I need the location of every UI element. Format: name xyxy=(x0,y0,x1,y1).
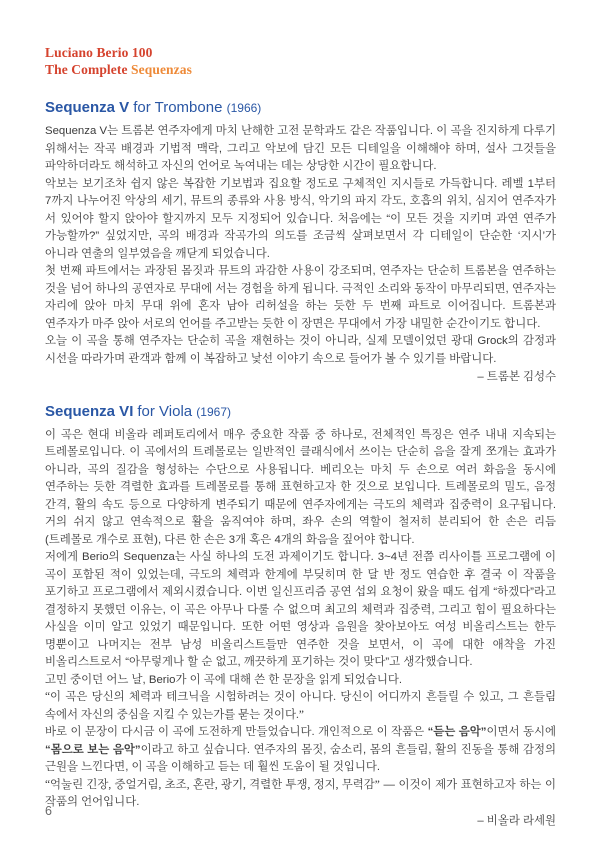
program-notes xyxy=(45,98,556,830)
header-title-line2 xyxy=(45,61,556,78)
paragraph xyxy=(45,724,556,777)
piece-year: (1967) xyxy=(196,404,231,419)
paragraph xyxy=(45,176,556,264)
body-text: 이 곡은 현대 비올라 레퍼토리에서 매우 중요한 작품 중 하나로, 전체적인 특징은 연주 내내 지속되는 트레몰로입니다. 이 곡에서의 트레몰로는 일반적인 클래식에서 쓰이는 단순히 음을 잘게 쪼개는 효과가 아니라, 곡의 질감을 형성하는 수단으로 사용됩니다. 베리오는 마치 두 손으로 여러 화음을 동시에 연주하는 듯한 격렬한 효과를 트레몰로를 통해 표현하고자 한 것으로 보입니다. 트레몰로의 밀도, 음정 간격, 활의 속도 등으로 다양하게 변주되기 때문에 연주자에게는 극도의 체력과 집중력이 요구됩니다. 거의 쉬지 않고 연속적으로 활을 움직여야 하며, 좌우 손의 역할이 철저히 분리되어 한 손은 리듬(트레몰로 개수로 표현), 다른 한 손은 3개 혹은 4개의 화음을 짚어야 합니다. xyxy=(45,428,556,546)
quote-text: “억눌린 긴장, 중얼거림, 초조, 혼란, 광기, 격렬한 투쟁, 정지, 무력감” xyxy=(45,778,380,791)
section-sequenza-vi xyxy=(45,402,556,831)
body-text: 오늘 이 곡을 통해 연주자는 단순히 곡을 재현하는 것이 아니라, 실제 모델이었던 광대 Grock의 감정과 시선을 따라가며 관객과 함께 이 복잡하고 낯선 이야기 속으로 들어가 볼 수 있기를 바랍니다. xyxy=(45,335,556,365)
body-text: 바로 이 문장이 다시금 이 곡에 도전하게 만들었습니다. 개인적으로 이 작품은 xyxy=(45,726,428,738)
page-number: 6 xyxy=(45,804,52,818)
paragraph xyxy=(45,123,556,176)
piece-title: Sequenza V xyxy=(45,99,130,116)
paragraph xyxy=(45,549,556,672)
paragraph xyxy=(45,777,556,812)
body-text: 첫 번째 파트에서는 과장된 몸짓과 뮤트의 과감한 사용이 강조되며, 연주자는 단순히 트롬본을 연주하는 것을 넘어 하나의 공연자로 무대에 서는 경험을 하게 됩니다. 극적인 소리와 동작이 마무리되면, 연주자는 자리에 앉아 마치 무대 위에 혼자 남아 리허설을 하는 듯한 두 번째 파트로 이어집니다. 트롬본과 연주자가 마주 앉아 서로의 언어를 주고받는 듯한 이 장면은 무대에서 가장 내밀한 순간이기도 합니다. xyxy=(45,265,556,330)
paragraph xyxy=(45,427,556,550)
section-sequenza-v xyxy=(45,98,556,387)
paragraph xyxy=(45,333,556,368)
piece-title: Sequenza VI xyxy=(45,402,134,420)
body-text: 이면서 동시에 xyxy=(486,726,556,738)
header-title-line2-orange: Sequenzas xyxy=(131,62,192,77)
piece-heading-sequenza-v xyxy=(45,98,556,118)
paragraph xyxy=(45,263,556,333)
page-footer xyxy=(45,802,52,820)
attribution-sequenza-v: – 트롬본 김성수 xyxy=(477,371,556,383)
booklet-header xyxy=(45,44,556,78)
header-title-line2-red: The Complete xyxy=(45,62,132,77)
body-text: 이라고 하고 싶습니다. 연주자의 몸짓, 숨소리, 몸의 흔들림, 활의 진동을 통해 감정의 근원을 느낀다면, 이 곡을 이해하고 듣는 데 훨씬 도움이 될 것입니다. xyxy=(45,743,556,773)
piece-heading-sequenza-vi xyxy=(45,402,556,422)
paragraph xyxy=(45,672,556,690)
quote-text: “이 곡은 당신의 체력과 테크닉을 시험하려는 것이 아니다. 당신이 어디까지 흔들릴 수 있고, 그 흔들림 속에서 자신의 중심을 지킬 수 있는가를 묻는 것이다.” xyxy=(45,691,556,721)
attribution-sequenza-vi: – 비올라 라세원 xyxy=(477,814,556,827)
piece-instrument: for Trombone xyxy=(133,99,227,116)
paragraph xyxy=(45,689,556,724)
body-text: — 이것이 제가 표현하고자 하는 이 작품의 언어입니다. xyxy=(45,778,556,808)
emphasis-text: “듣는 음악” xyxy=(427,726,487,738)
body-text: 저에게 Berio의 Sequenza는 사실 하나의 도전 과제이기도 합니다. 3~4년 전쯤 리사이틀 프로그램에 이 곡이 포함된 적이 있었는데, 극도의 체력과 한계에 부딪히며 한 달 반 정도 연습한 후 결국 이 작품을 포기하고 프로그램에서 제외시켰습니다. 이번 일신프리즘 공연 섭외 요청이 왔을 때도 쉽게 “하겠다”라고 결정하지 못했던 이유는, 이 곡은 아무나 다룰 수 없으며 최고의 체력과 집중력, 그리고 힘이 필요하다는 사실을 이미 알고 있었기 때문입니다. 또한 어떤 영상과 음원을 찾아보아도 여성 비올리스트는 한두 명뿐이고 나머지는 전부 남성 비올리스트들만 연주한 것을 보면서, 이 곡에 대한 애착을 가진 비올리스트로서 “아무렇게나 할 순 없고, 깨끗하게 포기하는 것이 맞다”고 생각했습니다. xyxy=(45,551,556,668)
body-text: 악보는 보기조차 쉽지 않은 복잡한 기보법과 집요할 정도로 구체적인 지시들로 가득합니다. 레벨 1부터 7까지 나누어진 악상의 세기, 뮤트의 종류와 사용 방식, 악기의 파지 각도, 호흡의 위치, 심지어 연주자가 서 있어야 할지 앉아야 할지까지 모두 지정되어 있습니다. 처음에는 “이 모든 것을 지키며 과연 연주가 가능할까?” 싶었지만, 곡의 배경과 작곡가의 의도를 조금씩 살펴보면서 각 디테일이 단순한 ‘지시’가 아니라 연출의 일부였음을 깨닫게 되었습니다. xyxy=(45,177,556,260)
emphasis-text: “몸으로 보는 음악” xyxy=(45,743,141,756)
piece-instrument: for Viola xyxy=(137,402,197,420)
body-text: Sequenza V는 트롬본 연주자에게 마치 난해한 고전 문학과도 같은 작품입니다. 이 곡을 진지하게 다루기 위해서는 작곡 배경과 기법적 맥락, 그리고 악보에 담긴 모든 디테일을 이해해야 하며, 설사 그것들을 파악하더라도 해석하고 자신의 언어로 녹여내는 데는 상당한 시간이 필요합니다. xyxy=(45,125,556,172)
header-title-line1: Luciano Berio 100 xyxy=(45,45,153,60)
body-text: 고민 중이던 어느 날, Berio가 이 곡에 대해 쓴 한 문장을 읽게 되었습니다. xyxy=(45,673,402,686)
piece-year: (1966) xyxy=(226,101,262,115)
